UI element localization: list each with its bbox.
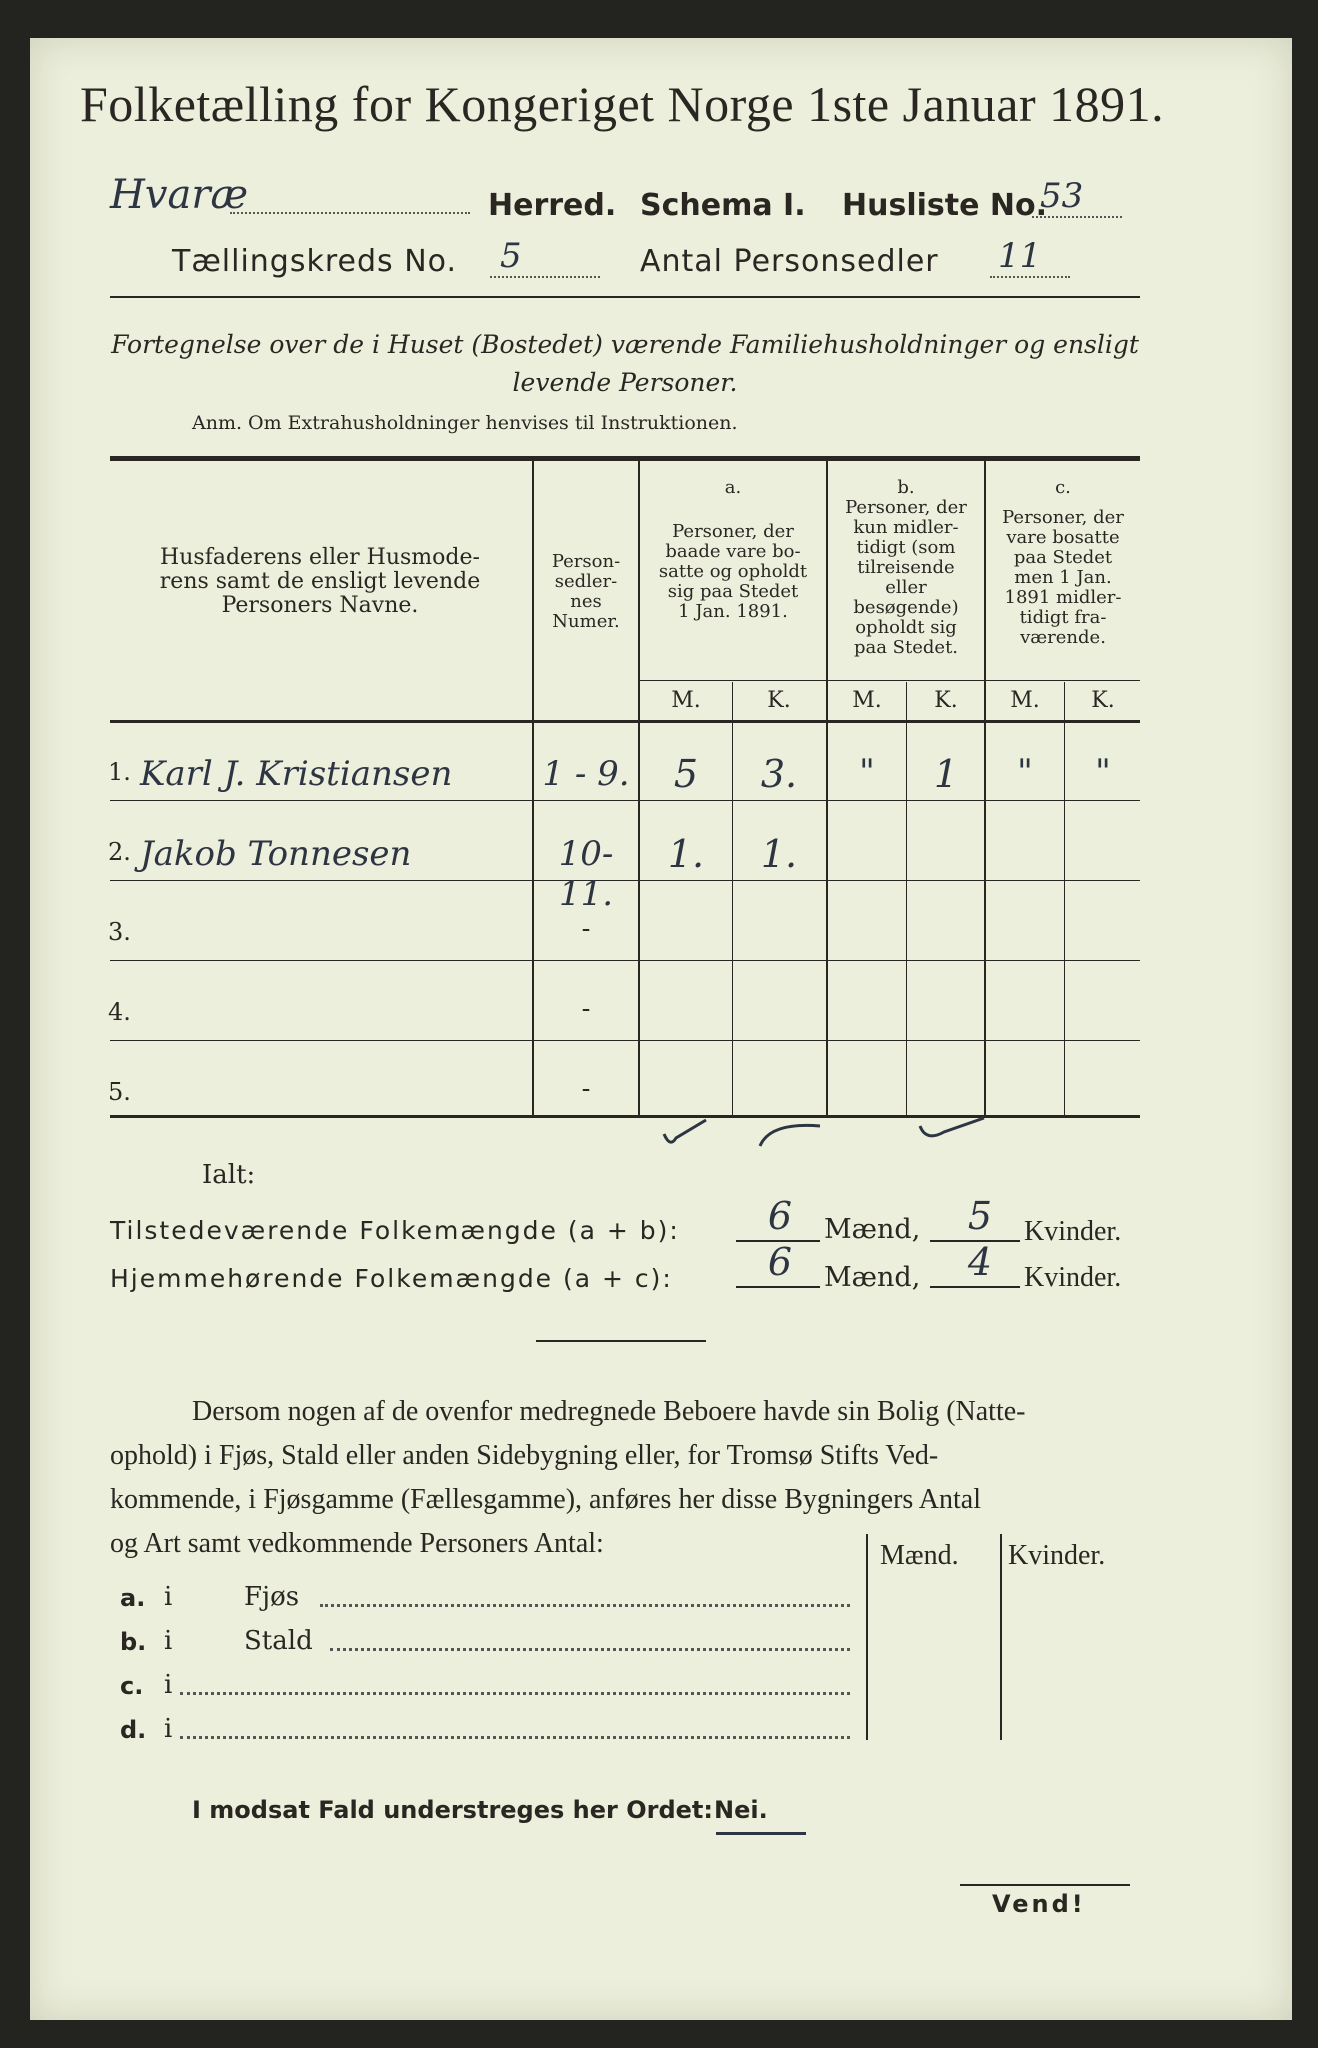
item-a-dots [320,1604,850,1607]
row-4-num: - [581,994,591,1024]
item-b-letter: b. [120,1628,147,1656]
row-5-no: 5. [108,1078,131,1106]
row-1-a-m: 5 [673,752,699,796]
row-2-num: 10-11. [558,834,614,914]
row-3-no: 3. [108,918,131,946]
lower-col-maend: Mænd. [880,1540,959,1571]
modsat-label: I modsat Fald understreges her Ordet: [192,1796,713,1824]
col-a-k: K. [767,688,791,713]
nei-word: Nei. [714,1796,768,1824]
row-2-a-m: 1. [667,832,705,876]
herred-value: Hvaræ [110,172,249,218]
check-marks [650,1112,1070,1162]
hjemme-maend-label: Mænd, [824,1262,921,1293]
item-a-i: i [164,1582,173,1612]
col-b-m: M. [852,688,882,713]
antal-dotted-line [990,276,1070,278]
col-header-b: Personer, der kun midler- tidigt (som tilreisende eller besøgende) opholdt sig paa Stedet. [845,497,967,658]
tilstede-kvinder-value: 5 [967,1194,993,1238]
check-mark-b [760,1125,820,1146]
ialt-label: Ialt: [202,1160,256,1190]
row-1-num: 1 - 9. [542,754,630,794]
col-divider-c-mk [1064,682,1065,1115]
item-d-i: i [164,1714,173,1744]
husliste-value: 53 [1040,176,1084,216]
row-2-no: 2. [108,838,131,866]
row-1-name: Karl J. Kristiansen [140,754,453,794]
row-1-b-k: 1 [933,752,959,796]
col-header-a-letter: a. [724,477,742,498]
col-header-a: Personer, der baade vare bo- satte og opholdt sig paa Stedet 1 Jan. 1891. [658,521,808,622]
kreds-label: Tællingskreds No. [172,244,457,279]
husliste-label: Husliste No. [842,188,1047,223]
item-c-i: i [164,1670,173,1700]
check-mark-a [664,1120,706,1142]
vend-label: Vend! [992,1890,1086,1918]
nei-underline [716,1832,806,1835]
row-3-num: - [581,914,591,944]
row-rule-1 [110,800,1140,801]
check-mark-c [920,1118,984,1136]
col-divider-a [638,461,640,1115]
lower-col-divider-2 [1000,1534,1002,1740]
col-divider-a-mk [732,682,733,1115]
row-1-b-m: " [859,752,875,792]
item-c-dots [180,1692,850,1695]
husliste-dotted-line [1032,216,1122,218]
col-a-m: M. [671,688,701,713]
tilstede-maend-value: 6 [767,1194,793,1238]
row-2-name: Jakob Tonnesen [140,834,412,874]
item-a-label: Fjøs [244,1582,300,1612]
schema-label: Schema I. [640,188,806,223]
hjemme-kvinder-label: Kvinder. [1024,1262,1122,1293]
row-2-a-k: 1. [760,832,798,876]
tilstede-kvinder-label: Kvinder. [1024,1216,1122,1247]
lower-col-kvinder: Kvinder. [1008,1540,1106,1571]
col-divider-b-mk [906,682,907,1115]
herred-label: Herred. [488,188,617,223]
col-header-num: Person- sedler- nes Numer. [551,551,621,632]
item-d-dots [180,1736,850,1739]
vend-rule [960,1884,1130,1886]
antal-value: 11 [998,236,1042,276]
lower-col-divider-1 [866,1534,868,1740]
kreds-dotted-line [490,276,600,278]
item-d-letter: d. [120,1716,147,1744]
item-a-letter: a. [120,1584,146,1612]
anm-note: Anm. Om Extrahusholdninger henvises til Instruktionen. [192,412,738,434]
hjemme-maend-value: 6 [767,1240,793,1284]
kreds-value: 5 [500,236,522,276]
col-header-name: Husfaderens eller Husmode- rens samt de ensligt levende Personers Navne. [159,545,481,618]
mk-header-rule [638,680,1140,681]
hjemme-label: Hjemmehørende Folkemængde (a + c): [110,1264,673,1293]
item-b-i: i [164,1626,173,1656]
item-b-dots [330,1648,850,1651]
row-rule-4 [110,1040,1140,1041]
hjemme-kvinder-line [930,1286,1020,1288]
lower-paragraph: Dersom nogen af de ovenfor medregnede Beboere havde sin Bolig (Natte- ophold) i Fjøs, Stald eller anden Sidebygning eller, for Tromsø Stifts Ved- kommende, i Fjøsgamme (Fællesgamme), anføres her disse Bygningers Antal og Art samt vedkommende Personers Antal: [110,1396,1026,1559]
col-c-m: M. [1010,688,1040,713]
col-b-k: K. [934,688,958,713]
intro-line-2: levende Personer. [512,368,738,397]
item-b-label: Stald [244,1626,313,1656]
hjemme-kvinder-value: 4 [967,1240,993,1284]
col-c-k: K. [1091,688,1115,713]
hjemme-maend-line [736,1286,820,1288]
row-1-a-k: 3. [760,752,798,796]
tilstede-maend-label: Mænd, [824,1214,921,1245]
row-1-no: 1. [108,758,131,786]
form-title: Folketælling for Kongeriget Norge 1ste Januar 1891. [80,76,1165,132]
row-1-c-m: " [1017,752,1033,792]
herred-dotted-line [230,212,470,214]
row-5-num: - [581,1074,591,1104]
tilstede-label: Tilstedeværende Folkemængde (a + b): [110,1216,680,1245]
row-4-no: 4. [108,998,131,1026]
antal-label: Antal Personsedler [640,244,939,279]
row-rule-3 [110,960,1140,961]
col-header-c-letter: c. [1055,477,1071,498]
col-header-b-letter: b. [897,477,915,498]
header-rule [110,296,1140,298]
short-divider [536,1340,706,1342]
row-1-c-k: " [1095,752,1111,792]
col-header-c: Personer, der vare bosatte paa Stedet men 1 Jan. 1891 midler- tidigt fra- værende. [1002,507,1124,648]
intro-line-1: Fortegnelse over de i Huset (Bostedet) værende Familiehusholdninger og ensligt [111,330,1139,359]
item-c-letter: c. [120,1672,144,1700]
col-divider-num [532,461,534,1115]
